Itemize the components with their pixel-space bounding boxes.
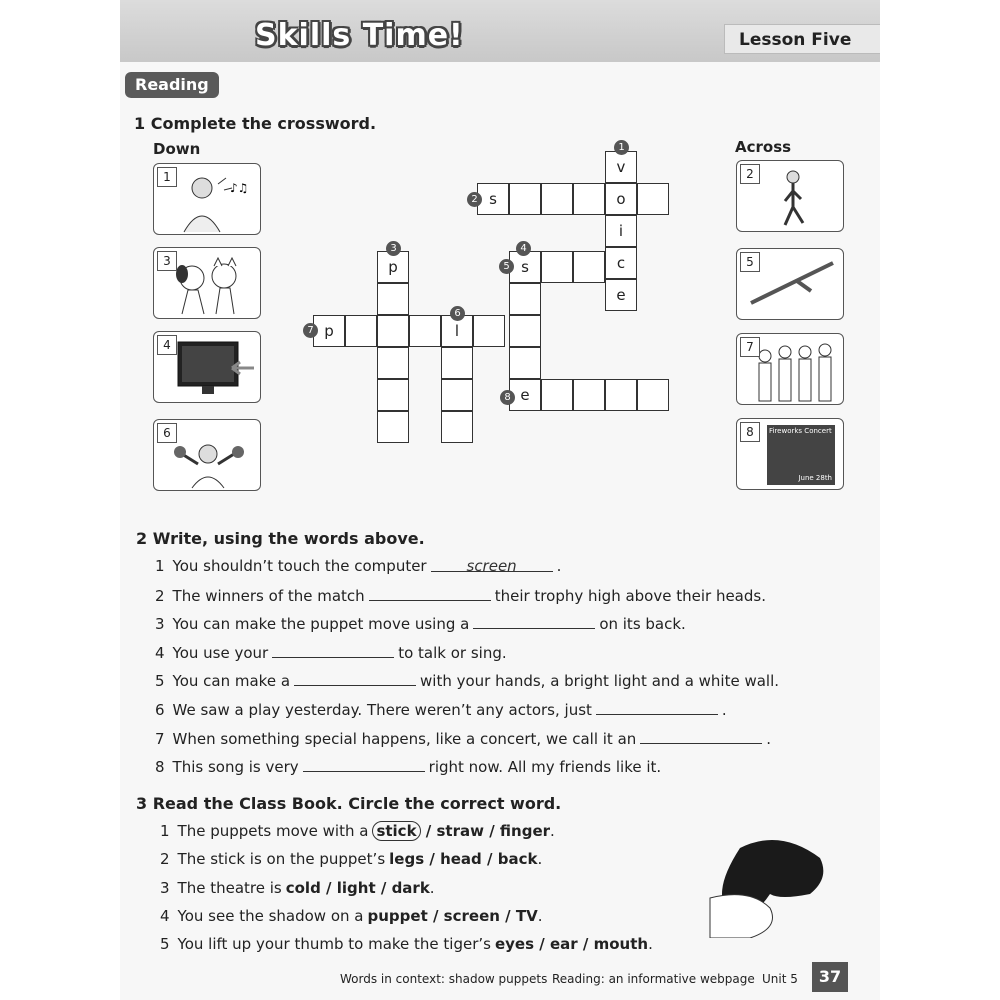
clue-number: 2 [740, 164, 760, 184]
option-separator: / [420, 822, 437, 840]
item-number: 8 [155, 758, 165, 777]
word-option[interactable]: straw [436, 822, 484, 840]
write-item [155, 671, 779, 690]
write-item [155, 614, 686, 633]
item-text-after: . [766, 729, 772, 748]
crossword-cell[interactable] [409, 315, 441, 347]
answer-blank[interactable] [369, 586, 491, 601]
crossword-cell[interactable]: p [377, 251, 409, 283]
page-number: 37 [812, 962, 848, 992]
exercise-1-title: 1 Complete the crossword. [134, 114, 377, 133]
item-text-before: This song is very [172, 758, 299, 777]
option-separator: / [427, 906, 444, 925]
crossword-cell[interactable] [637, 379, 669, 411]
item-text-after: . [648, 935, 653, 954]
answer-blank[interactable] [596, 700, 718, 715]
write-item [155, 729, 771, 748]
item-text-before: The theatre is [177, 878, 282, 897]
clue-picture [736, 160, 844, 232]
crossword-cell[interactable] [541, 379, 573, 411]
crossword-cell[interactable]: l [441, 315, 473, 347]
lesson-label: Lesson Five [724, 24, 880, 54]
exercise-2-title: 2 Write, using the words above. [136, 529, 425, 548]
item-text-after: their trophy high above their heads. [494, 586, 766, 605]
crossword-cell[interactable] [377, 315, 409, 347]
item-text-after: . [550, 822, 555, 840]
clue-number: 3 [157, 251, 177, 271]
clue-badge: 1 [614, 140, 629, 155]
item-number: 7 [155, 729, 165, 748]
crossword-cell[interactable] [573, 251, 605, 283]
circle-item [160, 935, 653, 953]
circle-item [160, 879, 435, 897]
concert-poster-icon [767, 425, 835, 485]
clue-picture [153, 331, 261, 403]
answer-blank[interactable] [303, 757, 425, 772]
option-separator: / [424, 850, 441, 869]
exercise-3-title: 3 Read the Class Book. Circle the correct word. [136, 794, 562, 813]
option-separator: / [499, 906, 516, 925]
word-option[interactable]: head [440, 850, 482, 869]
write-item [155, 557, 561, 575]
item-text-before: You use your [172, 643, 269, 662]
crossword-cell[interactable] [509, 347, 541, 379]
word-option[interactable]: mouth [593, 935, 649, 954]
clue-number: 6 [157, 423, 177, 443]
word-option[interactable]: ear [549, 935, 578, 954]
crossword-cell[interactable] [377, 379, 409, 411]
word-option[interactable]: eyes [494, 935, 535, 954]
across-label: Across [735, 138, 792, 156]
clue-badge: 2 [467, 192, 482, 207]
item-text-after: on its back. [599, 615, 686, 634]
word-option[interactable]: legs [389, 850, 425, 869]
section-tab: Reading [125, 72, 219, 98]
option-separator: / [483, 822, 500, 840]
circle-item [160, 850, 542, 868]
item-number: 4 [155, 643, 165, 662]
clue-number: 4 [157, 335, 177, 355]
footer-left: Words in context: shadow puppets [340, 972, 548, 986]
word-option[interactable]: puppet [367, 906, 428, 925]
crossword-cell[interactable]: s [477, 183, 509, 215]
crossword-cell[interactable] [377, 411, 409, 443]
answer-blank[interactable] [294, 671, 416, 686]
answer-blank[interactable] [272, 643, 394, 658]
item-text-after: to talk or sing. [398, 643, 507, 662]
item-text-before: The stick is on the puppet’s [177, 850, 386, 869]
crossword-cell[interactable] [473, 315, 505, 347]
crossword-cell[interactable]: p [313, 315, 345, 347]
crossword-cell[interactable]: e [509, 379, 541, 411]
poster-date: June 28th [798, 474, 832, 482]
item-text-before: You shouldn’t touch the computer [172, 557, 427, 575]
write-item [155, 586, 766, 605]
item-number: 6 [155, 701, 165, 719]
word-option[interactable]: screen [443, 906, 500, 925]
clue-badge: 6 [450, 306, 465, 321]
item-text-after: . [537, 850, 543, 869]
clue-badge: 5 [499, 259, 514, 274]
word-option[interactable]: stick [372, 821, 420, 841]
circle-item [160, 822, 555, 840]
crossword-cell[interactable] [573, 183, 605, 215]
word-option[interactable]: cold [285, 878, 321, 897]
crossword-cell[interactable]: i [605, 215, 637, 247]
clue-picture [153, 419, 261, 491]
item-number: 1 [155, 557, 165, 575]
item-text-after: with your hands, a bright light and a white wall. [420, 672, 780, 691]
write-item [155, 757, 661, 776]
answer-blank[interactable] [640, 729, 762, 744]
word-option[interactable]: back [497, 850, 538, 869]
item-number: 3 [155, 615, 165, 634]
clue-picture [736, 418, 844, 490]
crossword-cell[interactable] [541, 183, 573, 215]
item-text-after: . [429, 878, 435, 897]
item-number: 5 [155, 672, 165, 691]
item-text-before: When something special happens, like a concert, we call it an [172, 729, 637, 748]
item-text-before: You see the shadow on a [177, 906, 364, 925]
clue-picture [736, 333, 844, 405]
page-title: Skills Time! [255, 18, 464, 53]
write-item [155, 643, 507, 662]
clue-picture [736, 248, 844, 320]
crossword-cell[interactable]: v [605, 151, 637, 183]
item-number: 5 [160, 935, 170, 954]
word-option[interactable]: TV [515, 906, 538, 925]
crossword-cell[interactable]: c [605, 247, 637, 279]
crossword-cell[interactable] [509, 183, 541, 215]
clue-picture [153, 247, 261, 319]
crossword-cell[interactable] [509, 283, 541, 315]
item-text-before: The puppets move with a [177, 822, 369, 840]
option-separator: / [481, 850, 498, 869]
circle-item [160, 907, 542, 925]
word-option[interactable]: light [336, 878, 376, 897]
item-text-after: . [537, 906, 543, 925]
option-separator: / [320, 878, 337, 897]
write-item [155, 700, 727, 719]
item-text-before: You lift up your thumb to make the tiger’s [177, 935, 491, 954]
clue-badge: 8 [500, 390, 515, 405]
item-text-before: You can make a [172, 672, 291, 691]
crossword-cell[interactable] [637, 183, 669, 215]
item-number: 1 [160, 822, 170, 840]
item-number: 4 [160, 906, 170, 925]
word-option[interactable]: dark [391, 878, 430, 897]
item-text-before: You can make the puppet move using a [172, 615, 470, 634]
crossword-cell[interactable]: o [605, 183, 637, 215]
item-text-before: We saw a play yesterday. There weren’t any actors, just [172, 701, 592, 719]
crossword-cell[interactable] [441, 347, 473, 379]
item-number: 3 [160, 878, 170, 897]
crossword-cell[interactable] [541, 251, 573, 283]
down-label: Down [153, 140, 201, 158]
crossword-cell[interactable] [377, 283, 409, 315]
item-text-after: right now. All my friends like it. [428, 758, 662, 777]
item-text-before: The winners of the match [172, 586, 365, 605]
shadow-puppet-hands-icon [700, 828, 840, 938]
item-text-after: . [721, 701, 727, 719]
clue-picture [153, 163, 261, 235]
option-separator: / [577, 935, 594, 954]
word-option[interactable]: finger [499, 822, 551, 840]
crossword-cell[interactable] [441, 411, 473, 443]
clue-number: 7 [740, 337, 760, 357]
item-number: 2 [160, 850, 170, 869]
svg-text:♪♫: ♪♫ [230, 181, 249, 195]
clue-badge: 3 [386, 241, 401, 256]
crossword-cell[interactable] [509, 315, 541, 347]
option-separator: / [534, 935, 550, 954]
crossword-cell[interactable] [573, 379, 605, 411]
crossword-cell[interactable] [345, 315, 377, 347]
crossword-cell[interactable]: e [605, 279, 637, 311]
footer-unit: Unit 5 [762, 972, 798, 986]
crossword-cell[interactable] [441, 379, 473, 411]
clue-badge: 4 [516, 241, 531, 256]
footer-mid: Reading: an informative webpage [552, 972, 755, 986]
clue-number: 1 [157, 167, 177, 187]
clue-number: 5 [740, 252, 760, 272]
crossword-cell[interactable] [605, 379, 637, 411]
crossword-cell[interactable] [377, 347, 409, 379]
answer-blank[interactable]: screen [431, 557, 553, 572]
item-text-after: . [556, 557, 562, 575]
clue-number: 8 [740, 422, 760, 442]
item-number: 2 [155, 586, 165, 605]
poster-title: Fireworks Concert [769, 427, 832, 435]
clue-badge: 7 [303, 323, 318, 338]
option-separator: / [375, 878, 392, 897]
crossword-cell[interactable]: s [509, 251, 541, 283]
answer-blank[interactable] [473, 614, 595, 629]
